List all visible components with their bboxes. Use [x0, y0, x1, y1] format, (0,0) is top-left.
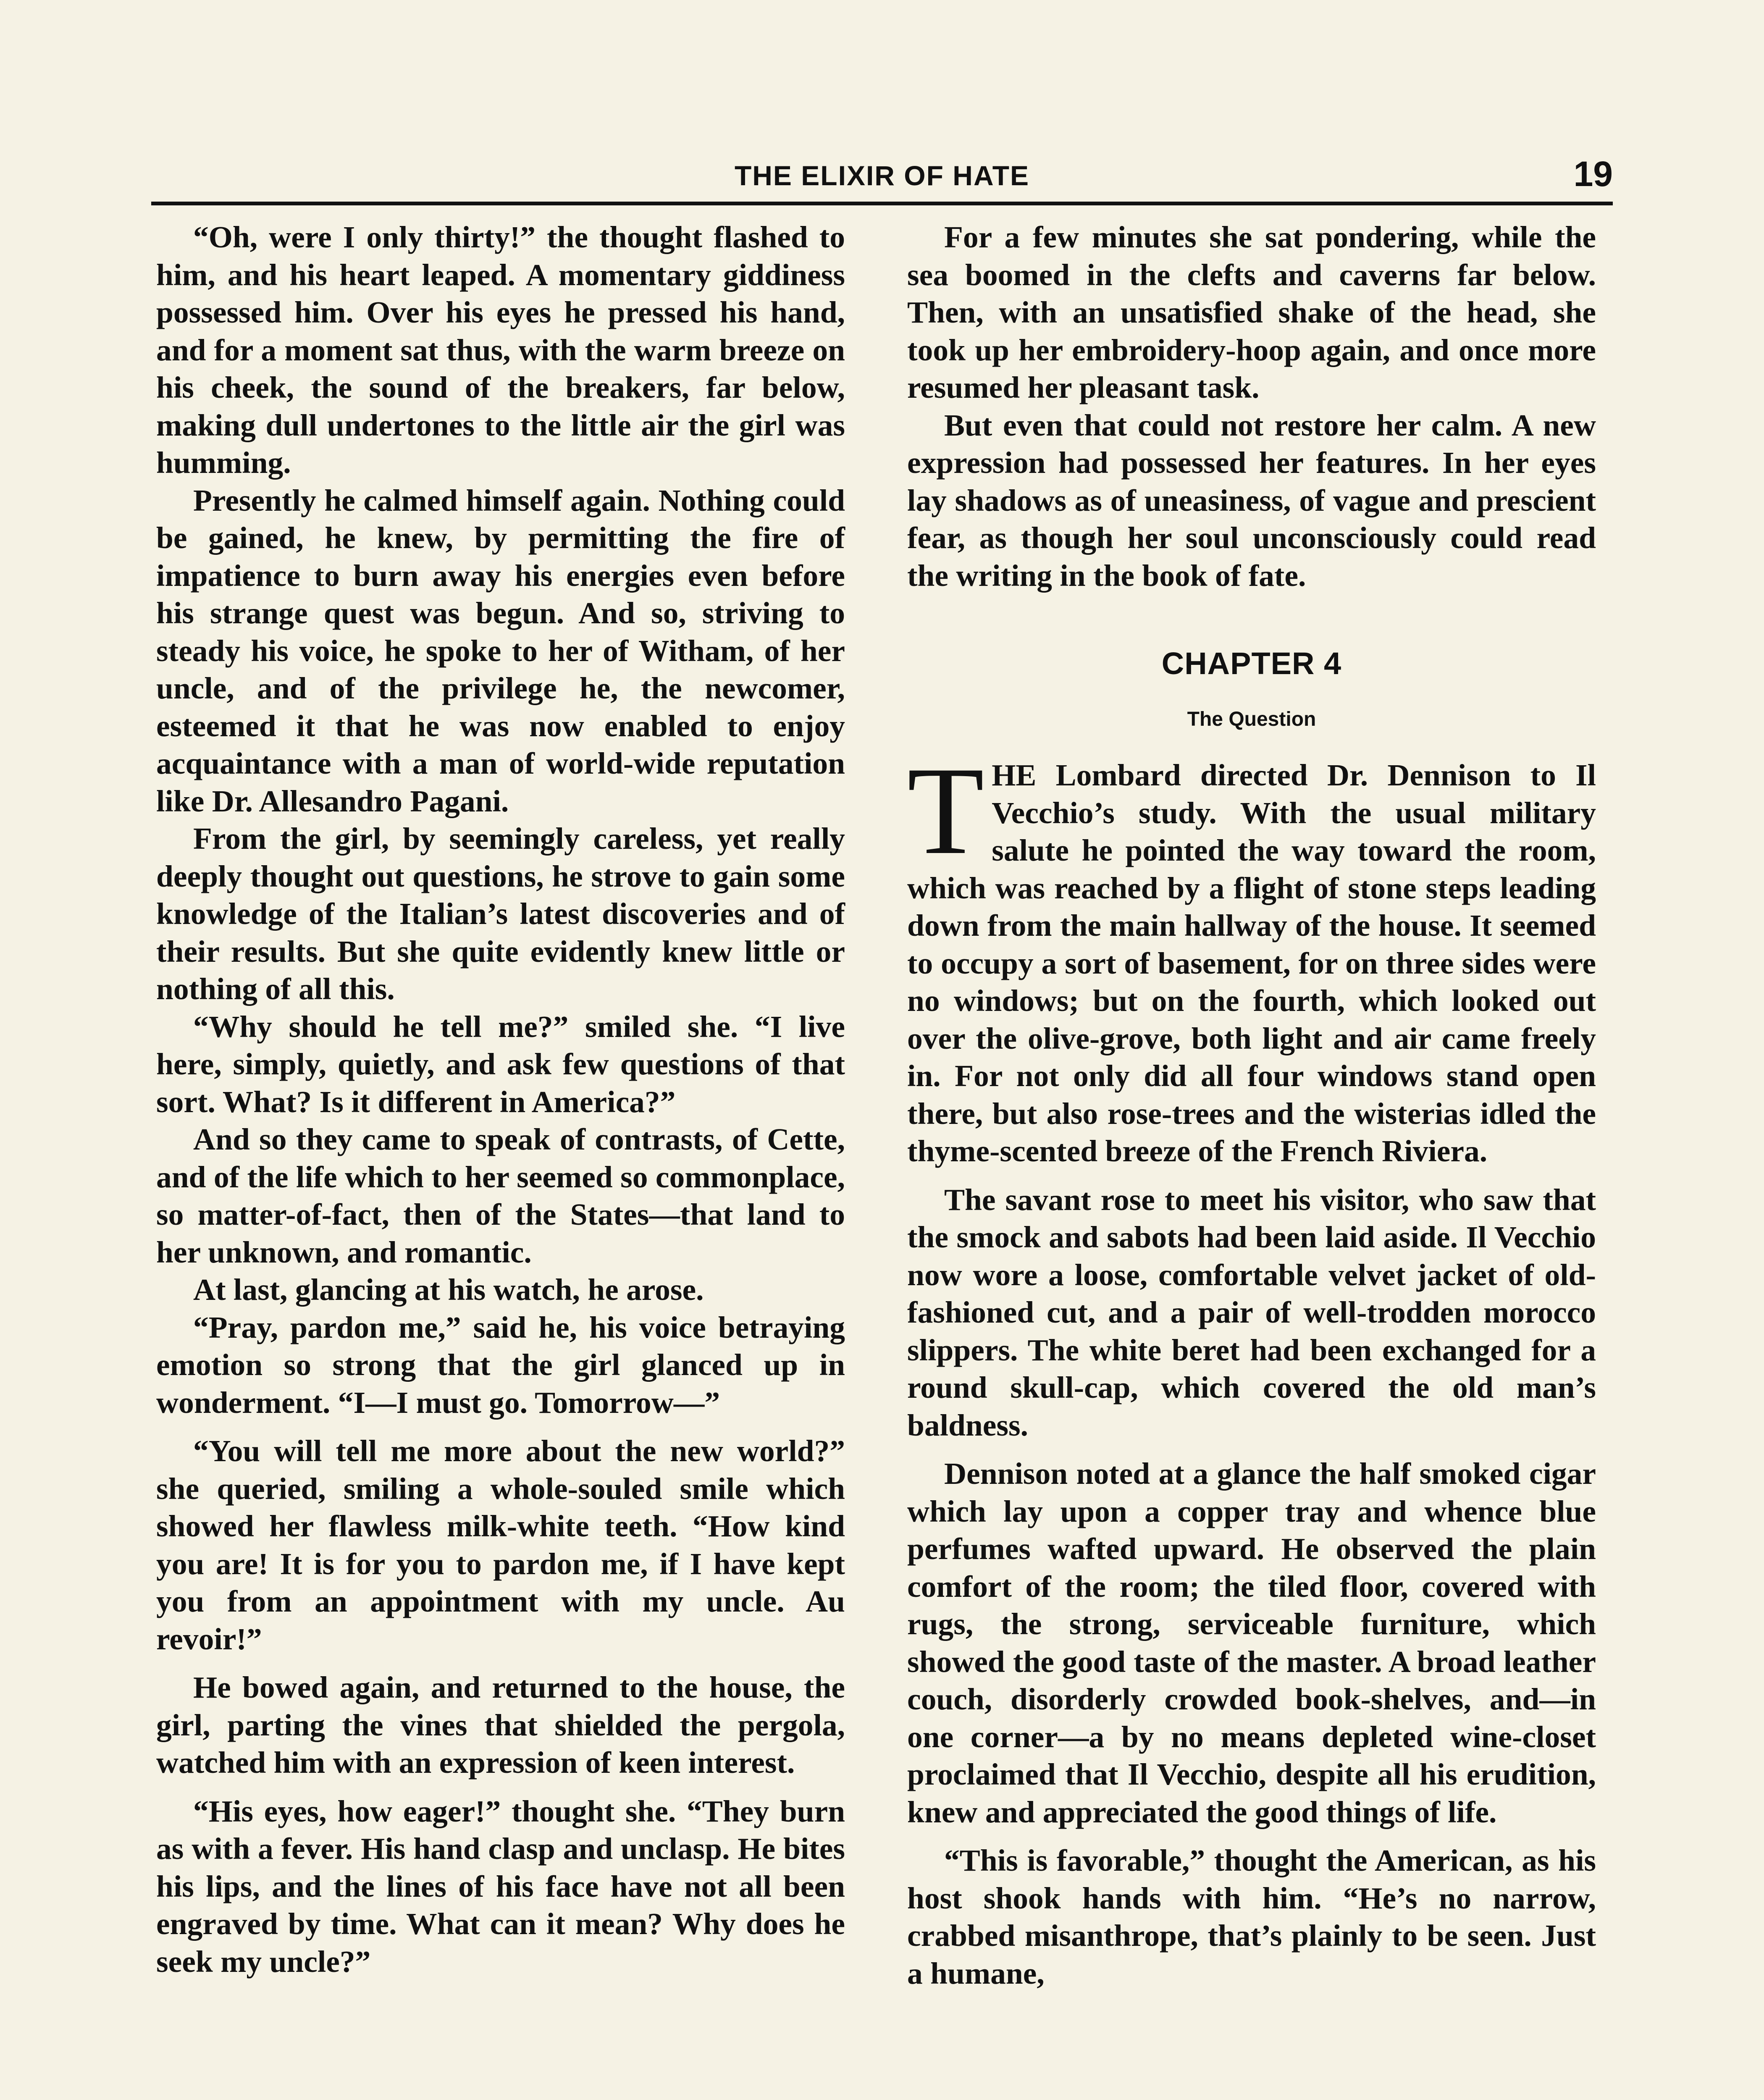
paragraph: “Why should he tell me?” smiled she. “I live here, simply, quietly, and ask few questions of that sort. What? Is it different in America?”	[156, 1009, 845, 1119]
chapter-opening-paragraph	[907, 741, 1596, 1170]
paragraph: Presently he calmed himself again. Nothing could be gained, he knew, by permitting the fire of impatience to burn away his energies even before his strange quest was begun. And so, striving to steady his voice, he spoke to her of Witham, of her uncle, and of the privilege he, the newcomer, esteemed it that he was now enabled to enjoy acquaintance with a man of world-wide reputation like Dr. Allesandro Pagani.	[156, 483, 845, 818]
paragraph: “His eyes, how eager!” thought she. “They burn as with a fever. His hand clasp and unclasp. He bites his lips, and the lines of his face have not all been engraved by time. What can it mean? Why does he seek my uncle?”	[156, 1794, 845, 1979]
left-column	[156, 218, 845, 1980]
paragraph: And so they came to speak of contrasts, of Cette, and of the life which to her seemed so commonplace, so matter-of-fact, then of the States—that land to her unknown, and romantic.	[156, 1122, 845, 1269]
running-title: THE ELIXIR OF HATE	[734, 160, 1030, 191]
paragraph: But even that could not restore her calm. A new expression had possessed her features. In her eyes lay shadows as of uneasiness, of vague and prescient fear, as though her soul unconsciously could read the writing in the book of fate.	[907, 408, 1596, 593]
paragraph: “This is favorable,” thought the American, as his host shook hands with him. “He’s no narrow, crabbed misanthrope, that’s plainly to be seen. Just a humane,	[907, 1843, 1596, 1990]
right-column	[907, 218, 1596, 1992]
paragraph: He bowed again, and returned to the house, the girl, parting the vines that shielded the pergola, watched him with an expression of keen interest.	[156, 1670, 845, 1780]
paragraph: “You will tell me more about the new world?” she queried, smiling a whole-souled smile which showed her flawless milk-white teeth. “How kind you are! It is for you to pardon me, if I have kept you from an appointment with my uncle. Au revoir!”	[156, 1434, 845, 1656]
paragraph: “Oh, were I only thirty!” the thought flashed to him, and his heart leaped. A momentary giddiness possessed him. Over his eyes he pressed his hand, and for a moment sat thus, with the warm breeze on his cheek, the sound of the breakers, far below, making dull undertones to the little air the girl was humming.	[156, 220, 845, 480]
paragraph: “Pray, pardon me,” said he, his voice betraying emotion so strong that the girl glanced up in wonderment. “I—I must go. Tomorrow—”	[156, 1310, 845, 1420]
chapter-heading: CHAPTER 4	[1161, 646, 1342, 681]
paragraph: For a few minutes she sat pondering, while the sea boomed in the clefts and caverns far below. Then, with an unsatisfied shake of the head, she took up her embroidery-hoop again, and once more resumed her pleasant task.	[907, 220, 1596, 404]
opening-text: HE Lombard directed Dr. Dennison to Il Vecchio’s study. With the usual military salute he pointed the way toward the room, which was reached by a flight of stone steps leading down from the main hallway of the house. It seemed to occupy a sort of basement, for on three sides were no windows; but on the fourth, which looked out over the olive-grove, both light and air came freely in. For not only did all four windows stand open there, but also rose-trees and the wisterias idled the thyme-scented breeze of the French Riviera.	[907, 758, 1596, 1168]
paragraph: From the girl, by seemingly careless, yet really deeply thought out questions, he strove to gain some knowledge of the Italian’s latest discoveries and of their results. But she quite evidently knew little or nothing of all this.	[156, 822, 845, 1006]
page-header	[151, 155, 1613, 205]
paragraph: At last, glancing at his watch, he arose.	[193, 1273, 704, 1307]
page-number: 19	[1573, 154, 1613, 194]
drop-cap: T	[907, 741, 984, 880]
paragraph: Dennison noted at a glance the half smoked cigar which lay upon a copper tray and whence blue perfumes wafted upward. He observed the plain comfort of the room; the tiled floor, covered with rugs, the strong, serviceable furniture, which showed the good taste of the master. A broad leather couch, disorderly crowded book-shelves, and—in one corner—a by no means depleted wine-closet proclaimed that Il Vecchio, despite all his erudition, knew and appreciated the good things of life.	[907, 1457, 1596, 1829]
paragraph: The savant rose to meet his visitor, who saw that the smock and sabots had been laid aside. Il Vecchio now wore a loose, comfortable velvet jacket of old-fashioned cut, and a pair of well-trodden morocco slippers. The white beret had been exchanged for a round skull-cap, which covered the old man’s baldness.	[907, 1182, 1596, 1442]
chapter-subtitle: The Question	[1187, 708, 1316, 730]
